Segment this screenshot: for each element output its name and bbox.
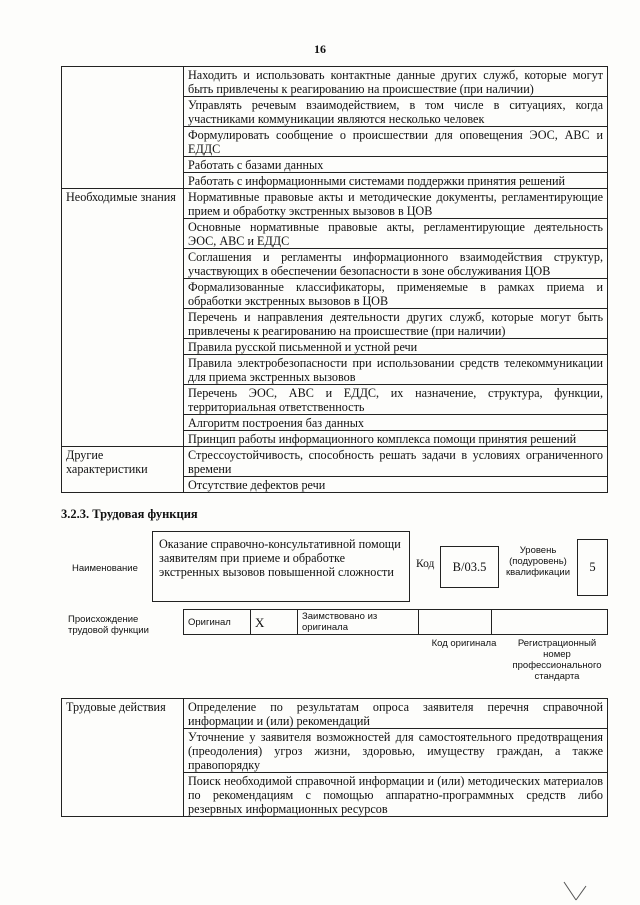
table-cell: Отсутствие дефектов речи: [184, 477, 608, 493]
table-row: [62, 699, 608, 729]
table-cell: Управлять речевым взаимодействием, в том числе в ситуациях, когда участниками коммуникации являются несколько человек: [184, 97, 608, 127]
code-label: Код: [416, 558, 435, 570]
page-number: 16: [314, 42, 326, 56]
table-cell: Работать с информационными системами поддержки принятия решений: [184, 173, 608, 189]
category-cell: Необходимые знания: [62, 189, 184, 447]
actions-table: [61, 698, 608, 817]
origin-label: Происхождение трудовой функции: [68, 614, 149, 636]
table-cell: Формализованные классификаторы, применяемые в рамках приема и обработки экстренных вызовов в ЦОВ: [184, 279, 608, 309]
borrowed-cell: [298, 610, 419, 635]
table-row: [62, 447, 608, 477]
table-cell: Алгоритм построения баз данных: [184, 415, 608, 431]
table-cell: Соглашения и регламенты информационного взаимодействия структур, участвующих в обеспечении безопасности в зоне обслуживания ЦОВ: [184, 249, 608, 279]
level-label: Уровень (подуровень) квалификации: [505, 545, 571, 578]
category-cell: Другие характеристики: [62, 447, 184, 493]
original-mark: X: [255, 614, 265, 630]
table-cell: Поиск необходимой справочной информации и (или) методических материалов по рекомендациям с помощью аппаратно-программных средств либо резервных информационных ресурсов: [184, 773, 608, 817]
level-value: 5: [589, 560, 596, 574]
table-cell: Нормативные правовые акты и методические документы, регламентирующие прием и обработку экстренных вызовов в ЦОВ: [184, 189, 608, 219]
origin-table: [183, 609, 608, 635]
table-cell: Стрессоустойчивость, способность решать задачи в условиях ограниченного времени: [184, 447, 608, 477]
section-heading: 3.2.3. Трудовая функция: [61, 507, 198, 521]
original-label: Оригинал: [188, 616, 231, 628]
table-cell: Правила русской письменной и устной речи: [184, 339, 608, 355]
table-cell: Находить и использовать контактные данные других служб, которые могут быть привлечены к реагированию на происшествие (при наличии): [184, 67, 608, 97]
original-mark-cell: [251, 610, 298, 635]
table-row: [184, 610, 608, 635]
original-cell: [184, 610, 251, 635]
reg-number-cell: [492, 610, 608, 635]
function-name-label: Наименование: [72, 563, 138, 574]
table-row: [62, 67, 608, 97]
function-name-box: [152, 531, 410, 602]
code-value: B/03.5: [452, 559, 487, 574]
category-cell: [62, 67, 184, 189]
table-cell: Формулировать сообщение о происшествии для оповещения ЭОС, АВС и ЕДДС: [184, 127, 608, 157]
category-cell: Трудовые действия: [62, 699, 184, 817]
function-name-value: Оказание справочно-консультативной помощи заявителям при приеме и обработке экстренных вызовов повышенной сложности: [159, 537, 401, 579]
borrowed-label: Заимствовано из оригинала: [302, 611, 378, 633]
table-cell: Перечень и направления деятельности других служб, которые могут быть привлечены к реагированию на происшествие (при наличии): [184, 309, 608, 339]
reg-number-label: Регистрационный номер профессионального стандарта: [512, 638, 602, 682]
table-cell: Определение по результатам опроса заявителя перечня справочной информации и (или) рекомендаций: [184, 699, 608, 729]
table-cell: Работать с базами данных: [184, 157, 608, 173]
table-cell: Перечень ЭОС, АВС и ЕДДС, их назначение, структура, функции, территориальная ответственность: [184, 385, 608, 415]
code-original-cell: [419, 610, 492, 635]
table-row: [62, 189, 608, 219]
table-cell: Правила электробезопасности при использовании средств телекоммуникации для приема экстренных вызовов: [184, 355, 608, 385]
table-cell: Уточнение у заявителя возможностей для самостоятельного предотвращения (преодоления) угроз жизни, здоровью, имуществу граждан, а также правопорядку: [184, 729, 608, 773]
pen-mark: [560, 880, 590, 904]
code-original-label: Код оригинала: [431, 638, 497, 649]
code-box: [440, 546, 499, 588]
table-cell: Основные нормативные правовые акты, регламентирующие деятельность ЭОС, АВС и ЕДДС: [184, 219, 608, 249]
skills-table: [61, 66, 608, 493]
table-cell: Принцип работы информационного комплекса помощи принятия решений: [184, 431, 608, 447]
level-box: [577, 539, 608, 596]
